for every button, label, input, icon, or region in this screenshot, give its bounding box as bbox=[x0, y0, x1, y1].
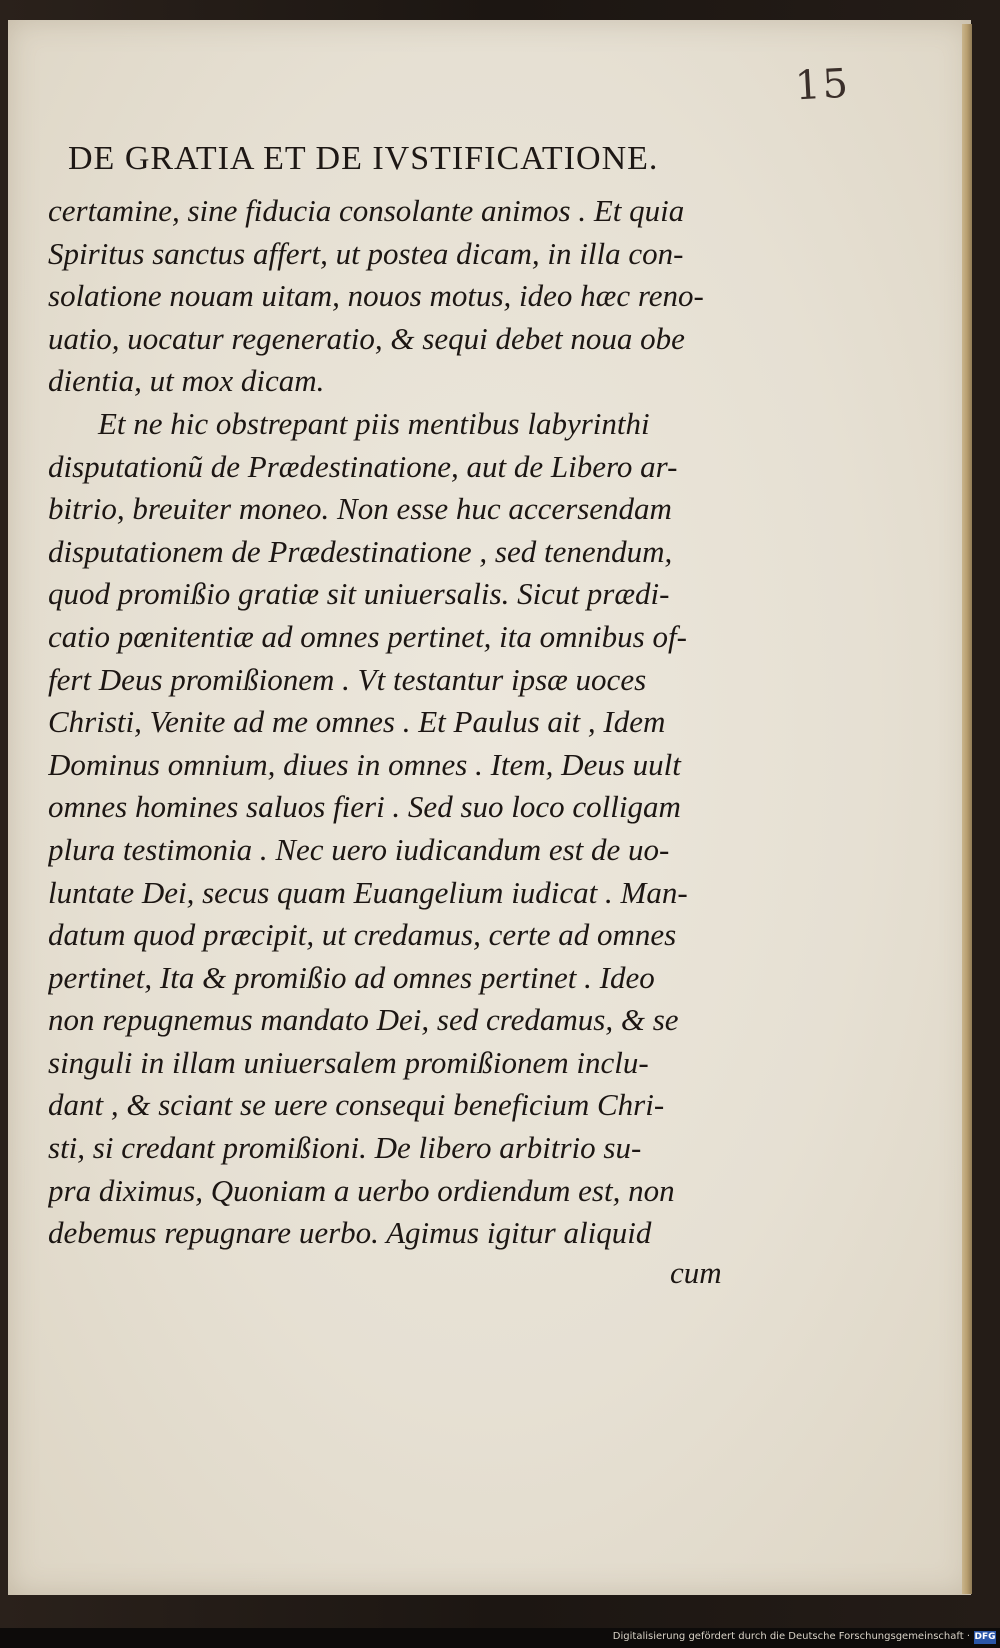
text-line: certamine, sine fiducia consolante animos . Et quia bbox=[48, 193, 685, 228]
text-line: omnes homines saluos fieri . Sed suo loco colligam bbox=[48, 789, 681, 825]
text-line: fert Deus promißionem . Vt testantur ipsæ uoces bbox=[48, 661, 647, 697]
text-line: disputationũ de Prædestinatione, aut de Libero ar- bbox=[48, 448, 678, 484]
text-line: Spiritus sanctus affert, ut postea dicam, in illa con- bbox=[48, 235, 684, 271]
text-line: sti, si credant promißioni. De libero arbitrio su- bbox=[48, 1130, 642, 1166]
text-line: dientia, ut mox dicam. bbox=[48, 363, 325, 399]
text-line: plura testimonia . Nec uero iudicandum est de uo- bbox=[48, 831, 670, 867]
text-line: uatio, uocatur regeneratio, & sequi debet noua obe bbox=[48, 320, 685, 356]
text-line: disputationem de Prædestinatione , sed tenendum, bbox=[48, 533, 673, 569]
dfg-logo: DFG bbox=[974, 1632, 996, 1642]
text-line: datum quod præcipit, ut credamus, certe ad omnes bbox=[48, 917, 677, 953]
running-head: DE GRATIA ET DE IVSTIFICATIONE. bbox=[68, 140, 659, 177]
catchword: cum bbox=[670, 1255, 722, 1290]
page-edge bbox=[962, 24, 972, 1594]
folio-number: 15 bbox=[793, 60, 852, 110]
text-line: bitrio, breuiter moneo. Non esse huc accersendam bbox=[48, 491, 672, 527]
text-line: Dominus omnium, diues in omnes . Item, Deus uult bbox=[48, 746, 681, 782]
text-line: luntate Dei, secus quam Euangelium iudicat . Man- bbox=[48, 874, 688, 910]
text-line: debemus repugnare uerbo. Agimus igitur aliquid bbox=[48, 1215, 652, 1251]
text-line: dant , & sciant se uere consequi beneficium Chri- bbox=[48, 1087, 665, 1123]
text-line: pertinet, Ita & promißio ad omnes pertinet . Ideo bbox=[48, 959, 655, 995]
text-line: singuli in illam uniuersalem promißionem inclu- bbox=[48, 1044, 649, 1080]
text-line: pra diximus, Quoniam a uerbo ordiendum est, non bbox=[48, 1172, 675, 1208]
text-line: solatione nouam uitam, nouos motus, ideo hæc reno- bbox=[48, 278, 704, 314]
text-line: Et ne hic obstrepant piis mentibus labyrinthi bbox=[98, 405, 650, 441]
text-line: quod promißio gratiæ sit uniuersalis. Sicut prædi- bbox=[48, 576, 670, 612]
text-line: catio pœnitentiæ ad omnes pertinet, ita omnibus of- bbox=[48, 618, 687, 654]
footer-credit: Digitalisierung gefördert durch die Deutsche Forschungsgemeinschaft · bbox=[612, 1631, 970, 1642]
text-line: Christi, Venite ad me omnes . Et Paulus ait , Idem bbox=[48, 704, 666, 740]
text-line: non repugnemus mandato Dei, sed credamus, & se bbox=[48, 1002, 679, 1038]
body-text bbox=[48, 190, 738, 1255]
